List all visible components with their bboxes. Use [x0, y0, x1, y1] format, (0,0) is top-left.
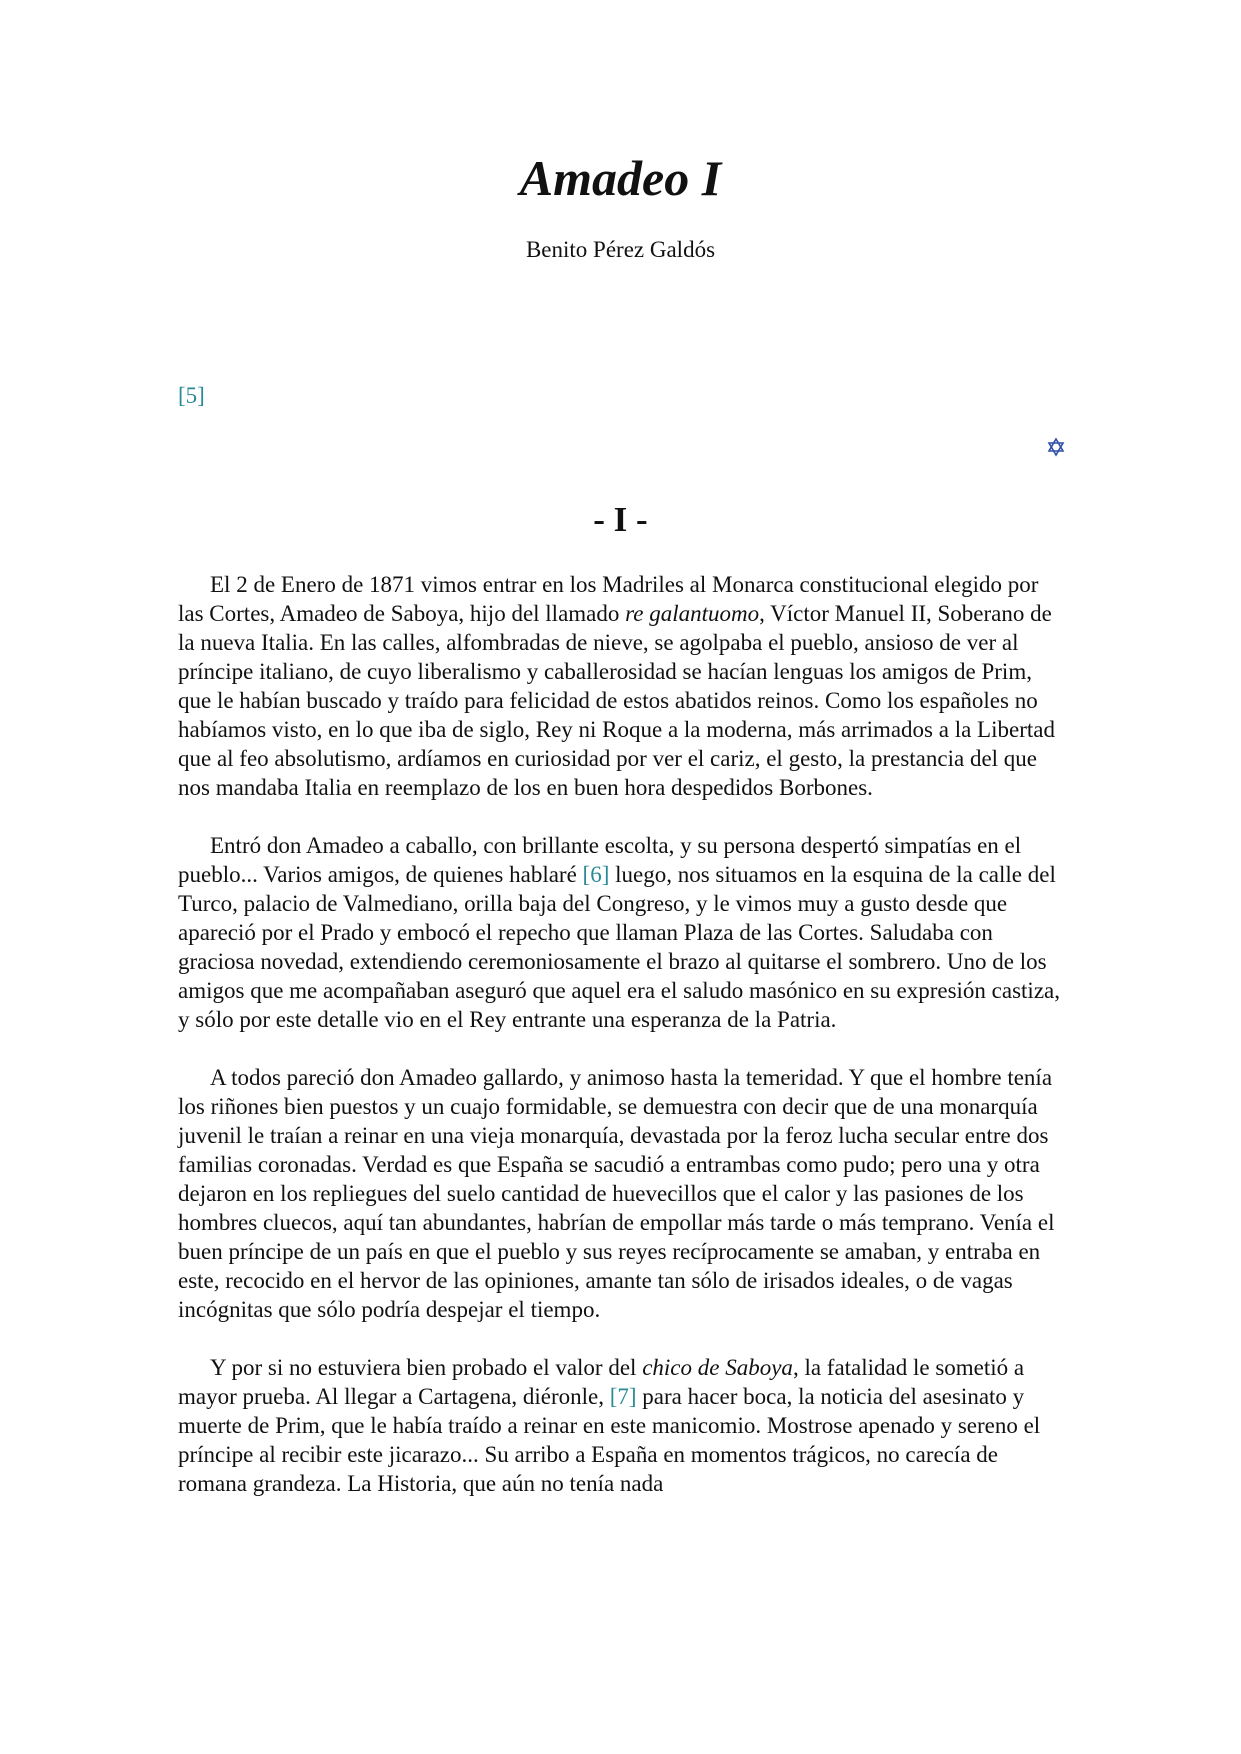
page-reference-link[interactable]: [6]	[582, 862, 610, 887]
chapter-heading: - I -	[593, 500, 648, 539]
page-reference-link[interactable]: [7]	[609, 1384, 637, 1409]
paragraph	[178, 570, 1068, 802]
document-author: Benito Pérez Galdós	[525, 237, 716, 262]
star-of-david-icon	[1046, 437, 1066, 457]
text-run: , la fatalidad le sometió a mayor prueba. Al llegar a Cartagena, diéronle,	[178, 1355, 1025, 1409]
text-run: Y por si no estuviera bien probado el valor del	[210, 1355, 643, 1380]
text-run: , Víctor Manuel II, Soberano de la nueva Italia. En las calles, alfombradas de nieve, se agolpaba el pueblo, ansioso de ver al príncipe italiano, de cuyo liberalismo y caballerosidad se hacían lenguas los amigos de Prim, que le habían buscado y traído para felicidad de estos abatidos reinos. Como los españoles no habíamos visto, en lo que iba de siglo, Rey ni Roque a la moderna, más arrimados a la Libertad que al feo absolutismo, ardíamos en curiosidad por ver el cariz, el gesto, la prestancia del que nos mandaba Italia en reemplazo de los en buen hora despedidos Borbones.	[178, 601, 1055, 800]
page-reference-link[interactable]: [5]	[178, 383, 205, 408]
text-run: para hacer boca, la noticia del asesinato y muerte de Prim, que le había traído a reinar en este manicomio. Mostrose apenado y sereno el príncipe al recibir este jicarazo... Su arribo a España en momentos trágicos, no carecía de romana grandeza. La Historia, que aún no tenía nada	[178, 1384, 1041, 1496]
paragraph	[178, 1353, 1068, 1498]
text-run: El 2 de Enero de 1871 vimos entrar en los Madriles al Monarca constitucional elegido por las Cortes, Amadeo de Saboya, hijo del llamado	[178, 572, 1039, 626]
document-title: Amadeo I	[519, 150, 722, 206]
document-body	[178, 570, 1068, 1527]
italic-text: re galantuomo	[625, 601, 760, 626]
paragraph	[178, 1063, 1068, 1324]
text-run: luego, nos situamos en la esquina de la calle del Turco, palacio de Valmediano, orilla baja del Congreso, y le vimos muy a gusto desde que apareció por el Prado y embocó el repecho que llaman Plaza de las Cortes. Saludaba con graciosa novedad, extendiendo ceremoniosamente el brazo al quitarse el sombrero. Uno de los amigos que me acompañaban aseguró que aquel era el saludo masónico en su expresión castiza, y sólo por este detalle vio en el Rey entrante una esperanza de la Patria.	[178, 862, 1060, 1032]
paragraph	[178, 831, 1068, 1034]
text-run: Entró don Amadeo a caballo, con brillante escolta, y su persona despertó simpatías en el pueblo... Varios amigos, de quienes hablaré	[178, 833, 1022, 887]
italic-text: chico de Saboya	[642, 1355, 793, 1380]
text-run: A todos pareció don Amadeo gallardo, y animoso hasta la temeridad. Y que el hombre tenía los riñones bien puestos y un cuajo formidable, se demuestra con decir que de una monarquía juvenil le traían a reinar en una vieja monarquía, devastada por la feroz lucha secular entre dos familias coronadas. Verdad es que España se sacudió a entrambas como pudo; pero una y otra dejaron en los repliegues del suelo cantidad de huevecillos que el calor y las pasiones de los hombres cluecos, aquí tan abundantes, habrían de empollar más tarde o más temprano. Venía el buen príncipe de un país en que el pueblo y sus reyes recíprocamente se amaban, y entraba en este, recocido en el hervor de las opiniones, amante tan sólo de irisados ideales, o de vagas incógnitas que sólo podría despejar el tiempo.	[178, 1065, 1055, 1322]
